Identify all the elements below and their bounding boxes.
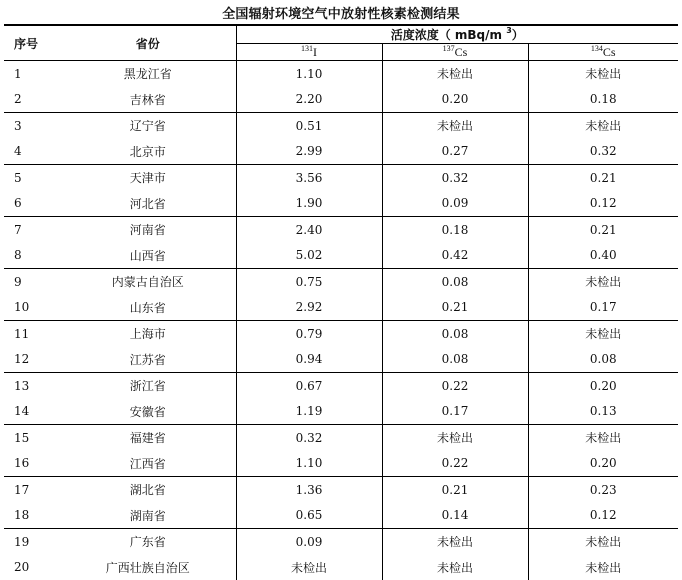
- row-index: 15: [4, 425, 60, 451]
- table-row: [4, 113, 678, 139]
- table-row: [4, 399, 678, 425]
- row-province: 湖南省: [60, 503, 236, 529]
- row-province: 辽宁省: [60, 113, 236, 139]
- row-i131: 0.67: [236, 373, 382, 399]
- row-index: 3: [4, 113, 60, 139]
- row-cs137: 0.08: [382, 269, 528, 295]
- row-province: 江苏省: [60, 347, 236, 373]
- row-cs134: 未检出: [528, 529, 678, 555]
- header-nuclide-cs134: $^{134}$Cs: [528, 44, 678, 61]
- row-index: 12: [4, 347, 60, 373]
- header-activity-unit-prefix: 活度浓度（ mBq/m: [391, 28, 506, 42]
- row-cs134: 未检出: [528, 555, 678, 580]
- row-cs134: 未检出: [528, 269, 678, 295]
- row-province: 吉林省: [60, 87, 236, 113]
- row-index: 16: [4, 451, 60, 477]
- table-row: [4, 373, 678, 399]
- header-activity-unit-sup: 3: [506, 26, 512, 35]
- row-cs137: 0.22: [382, 373, 528, 399]
- header-index: 序号: [4, 25, 60, 61]
- row-index: 19: [4, 529, 60, 555]
- row-cs137: 0.17: [382, 399, 528, 425]
- table-row: [4, 477, 678, 503]
- row-i131: 2.20: [236, 87, 382, 113]
- header-province: 省份: [60, 25, 236, 61]
- header-nuclide-i131: $^{131}$I: [236, 44, 382, 61]
- table-row: [4, 321, 678, 347]
- row-province: 广西壮族自治区: [60, 555, 236, 580]
- row-cs134: 0.20: [528, 451, 678, 477]
- table-row: [4, 503, 678, 529]
- table-row: [4, 165, 678, 191]
- row-i131: 2.92: [236, 295, 382, 321]
- row-i131: 1.10: [236, 451, 382, 477]
- row-index: 4: [4, 139, 60, 165]
- row-province: 北京市: [60, 139, 236, 165]
- row-cs137: 未检出: [382, 555, 528, 580]
- row-cs134: 0.32: [528, 139, 678, 165]
- table-row: [4, 451, 678, 477]
- row-province: 黑龙江省: [60, 61, 236, 87]
- row-i131: 0.65: [236, 503, 382, 529]
- row-cs134: 0.08: [528, 347, 678, 373]
- row-index: 11: [4, 321, 60, 347]
- row-index: 14: [4, 399, 60, 425]
- row-i131: 5.02: [236, 243, 382, 269]
- row-i131: 1.90: [236, 191, 382, 217]
- table-row: [4, 217, 678, 243]
- row-i131: 0.32: [236, 425, 382, 451]
- row-i131: 未检出: [236, 555, 382, 580]
- row-index: 2: [4, 87, 60, 113]
- row-province: 湖北省: [60, 477, 236, 503]
- row-province: 内蒙古自治区: [60, 269, 236, 295]
- row-cs134: 0.20: [528, 373, 678, 399]
- row-cs137: 0.21: [382, 477, 528, 503]
- row-province: 上海市: [60, 321, 236, 347]
- row-index: 6: [4, 191, 60, 217]
- row-cs137: 0.21: [382, 295, 528, 321]
- row-province: 河南省: [60, 217, 236, 243]
- row-cs137: 0.08: [382, 321, 528, 347]
- header-nuclide-cs137: $^{137}$Cs: [382, 44, 528, 61]
- table-row: [4, 191, 678, 217]
- row-province: 山东省: [60, 295, 236, 321]
- row-i131: 0.09: [236, 529, 382, 555]
- row-index: 18: [4, 503, 60, 529]
- row-index: 5: [4, 165, 60, 191]
- row-cs134: 0.18: [528, 87, 678, 113]
- table-row: [4, 139, 678, 165]
- row-cs134: 未检出: [528, 425, 678, 451]
- row-i131: 1.36: [236, 477, 382, 503]
- row-cs134: 0.12: [528, 191, 678, 217]
- row-province: 安徽省: [60, 399, 236, 425]
- row-index: 13: [4, 373, 60, 399]
- row-cs137: 0.09: [382, 191, 528, 217]
- row-cs134: 未检出: [528, 113, 678, 139]
- row-cs134: 0.21: [528, 217, 678, 243]
- row-cs134: 0.13: [528, 399, 678, 425]
- row-i131: 0.51: [236, 113, 382, 139]
- row-index: 1: [4, 61, 60, 87]
- row-cs137: 0.27: [382, 139, 528, 165]
- row-index: 17: [4, 477, 60, 503]
- row-index: 10: [4, 295, 60, 321]
- row-cs134: 0.21: [528, 165, 678, 191]
- row-province: 山西省: [60, 243, 236, 269]
- row-cs137: 0.42: [382, 243, 528, 269]
- row-cs137: 0.08: [382, 347, 528, 373]
- row-province: 天津市: [60, 165, 236, 191]
- row-i131: 0.94: [236, 347, 382, 373]
- row-i131: 3.56: [236, 165, 382, 191]
- row-i131: 2.99: [236, 139, 382, 165]
- table-row: [4, 529, 678, 555]
- row-cs137: 未检出: [382, 61, 528, 87]
- row-index: 9: [4, 269, 60, 295]
- row-cs137: 未检出: [382, 529, 528, 555]
- row-cs134: 0.12: [528, 503, 678, 529]
- table-row: [4, 425, 678, 451]
- row-cs134: 未检出: [528, 321, 678, 347]
- results-table: [4, 24, 678, 580]
- row-cs137: 未检出: [382, 113, 528, 139]
- row-cs134: 0.40: [528, 243, 678, 269]
- row-cs134: 未检出: [528, 61, 678, 87]
- row-province: 广东省: [60, 529, 236, 555]
- row-province: 浙江省: [60, 373, 236, 399]
- table-row: [4, 269, 678, 295]
- row-i131: 0.79: [236, 321, 382, 347]
- header-activity-group: [236, 25, 678, 44]
- table-row: [4, 61, 678, 87]
- table-row: [4, 295, 678, 321]
- row-cs137: 0.14: [382, 503, 528, 529]
- row-cs137: 未检出: [382, 425, 528, 451]
- row-province: 河北省: [60, 191, 236, 217]
- document-title: 全国辐射环境空气中放射性核素检测结果: [0, 3, 682, 22]
- row-cs137: 0.20: [382, 87, 528, 113]
- table-row: [4, 555, 678, 580]
- row-cs137: 0.22: [382, 451, 528, 477]
- row-cs134: 0.17: [528, 295, 678, 321]
- row-cs137: 0.18: [382, 217, 528, 243]
- row-cs134: 0.23: [528, 477, 678, 503]
- row-province: 福建省: [60, 425, 236, 451]
- row-province: 江西省: [60, 451, 236, 477]
- row-cs137: 0.32: [382, 165, 528, 191]
- row-i131: 2.40: [236, 217, 382, 243]
- row-i131: 1.19: [236, 399, 382, 425]
- row-index: 7: [4, 217, 60, 243]
- table-row: [4, 87, 678, 113]
- row-index: 20: [4, 555, 60, 580]
- row-i131: 1.10: [236, 61, 382, 87]
- table-row: [4, 243, 678, 269]
- row-i131: 0.75: [236, 269, 382, 295]
- header-activity-unit-suffix: ）: [512, 28, 524, 42]
- row-index: 8: [4, 243, 60, 269]
- table-row: [4, 347, 678, 373]
